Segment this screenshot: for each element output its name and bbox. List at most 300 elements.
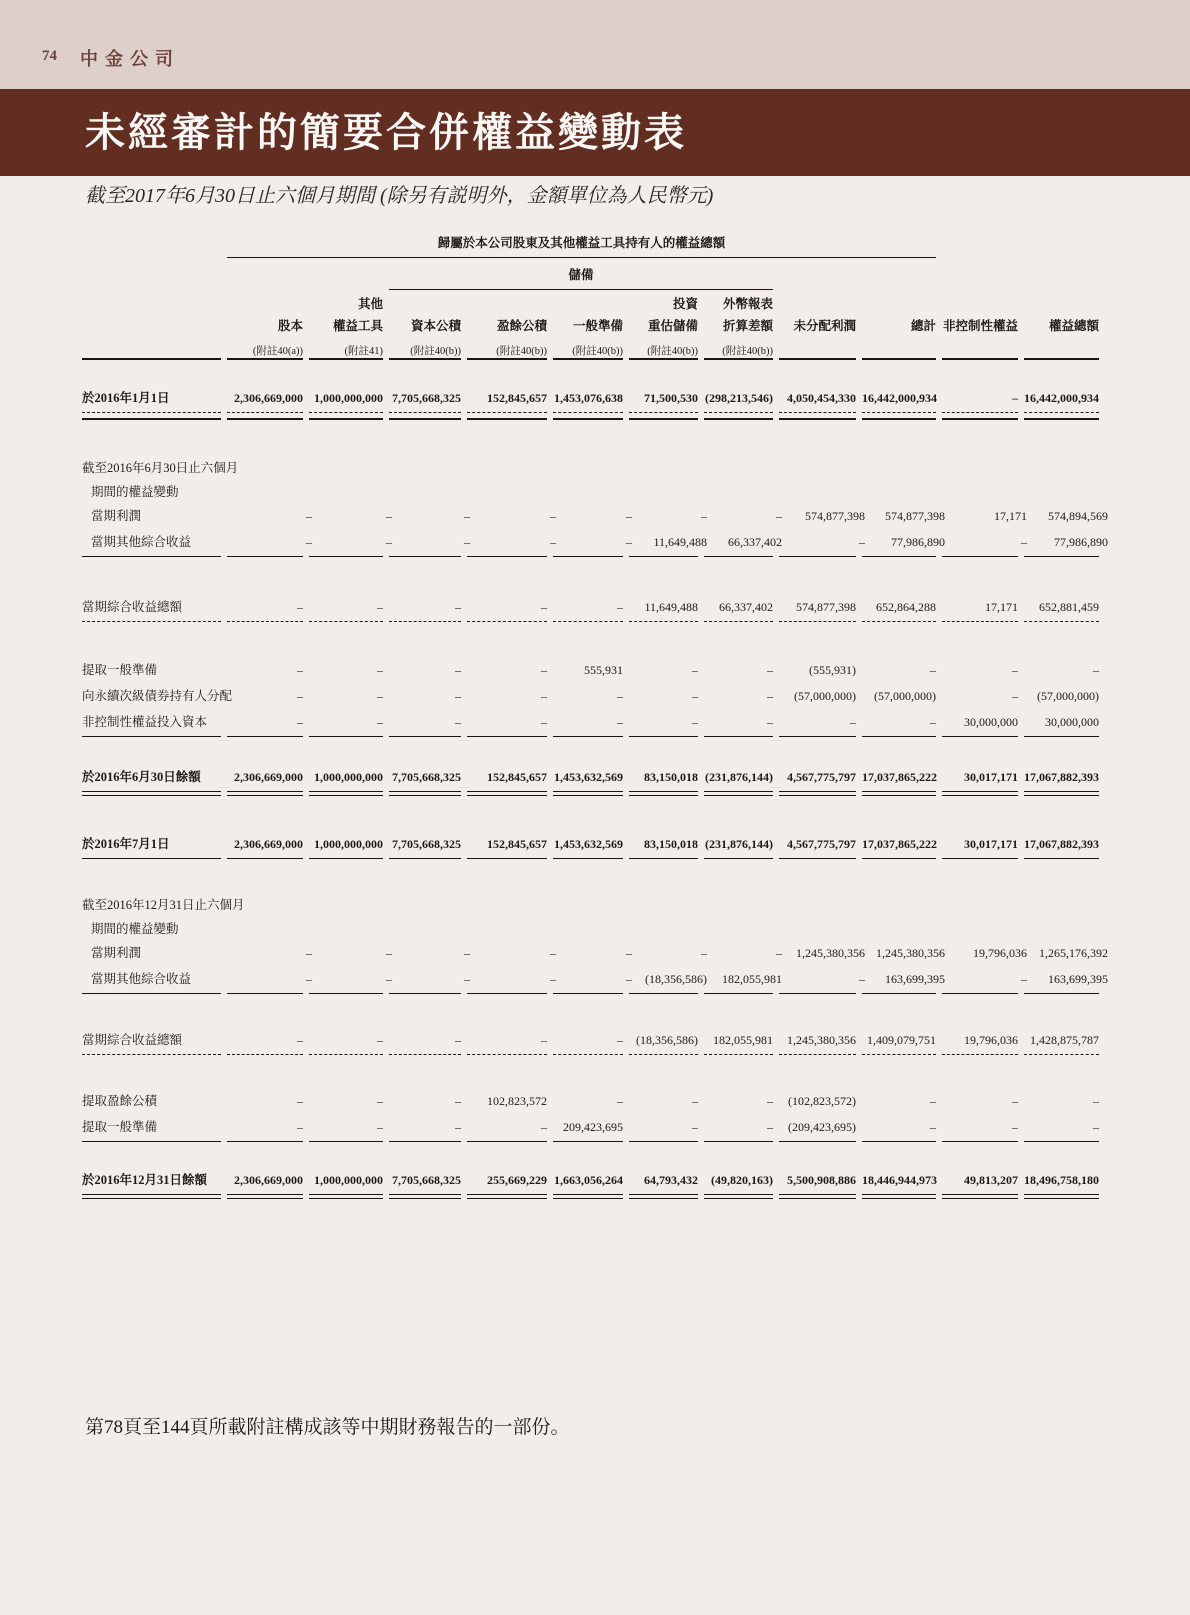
row-spacer	[82, 859, 1112, 893]
cell-value: 1,245,380,356	[787, 1033, 856, 1047]
rule-segment	[309, 1141, 383, 1142]
rule-segment	[862, 556, 936, 557]
rule-segment	[704, 358, 773, 360]
rule-segment	[553, 736, 623, 737]
cell-value: 30,017,171	[964, 770, 1018, 784]
rule-segment	[467, 621, 547, 622]
rule-segment	[942, 1194, 1018, 1199]
cell-value: –	[377, 1120, 383, 1134]
table-rule	[82, 791, 1112, 796]
cell-value: –	[306, 972, 312, 986]
cell-value: 1,453,076,638	[554, 391, 623, 405]
cell-value: 16,442,000,934	[862, 391, 937, 405]
cell-value: 152,845,657	[487, 770, 547, 784]
column-header-cell: 股本	[277, 319, 303, 333]
row-label: 截至2016年12月31日止六個月	[82, 898, 245, 912]
cell-value: –	[297, 600, 303, 614]
cell-value: –	[541, 600, 547, 614]
table-rule	[82, 412, 1112, 420]
cell-value: –	[1093, 663, 1099, 677]
rule-segment	[82, 1194, 221, 1199]
column-header-cell: 重估儲備	[647, 319, 698, 333]
rule-segment	[779, 791, 856, 796]
rule-segment	[309, 1054, 383, 1055]
cell-value: –	[776, 946, 782, 960]
row-spacer	[82, 1142, 1112, 1168]
table-row	[82, 710, 1112, 736]
rule-segment	[309, 993, 383, 994]
rule-segment	[704, 993, 773, 994]
page-header-band	[0, 0, 1190, 89]
cell-value: –	[297, 1033, 303, 1047]
rule-segment	[779, 556, 856, 557]
cell-value: 71,500,530	[644, 391, 698, 405]
cell-value: 4,567,775,797	[787, 837, 856, 851]
cell-value: 152,845,657	[487, 391, 547, 405]
rule-segment	[227, 358, 303, 360]
table-row	[82, 504, 1112, 530]
cell-value: 2,306,669,000	[234, 391, 303, 405]
cell-value: –	[776, 509, 782, 523]
cell-value: 17,067,882,393	[1024, 770, 1099, 784]
rule-segment	[629, 412, 698, 420]
cell-value: –	[930, 715, 936, 729]
rule-segment	[309, 1194, 383, 1199]
cell-value: –	[541, 1120, 547, 1134]
rule-segment	[779, 858, 856, 859]
cell-value: 4,567,775,797	[787, 770, 856, 784]
cell-value: 17,171	[985, 600, 1018, 614]
rule-segment	[779, 412, 856, 420]
rule-segment	[779, 1194, 856, 1199]
cell-value: 1,453,632,569	[554, 770, 623, 784]
cell-value: –	[767, 1094, 773, 1108]
rule-segment	[1024, 412, 1099, 420]
cell-value: –	[617, 1094, 623, 1108]
cell-value: –	[377, 689, 383, 703]
table-row	[82, 1115, 1112, 1141]
rule-segment	[389, 858, 461, 859]
rule-segment	[779, 1141, 856, 1142]
cell-value: 1,428,875,787	[1030, 1033, 1099, 1047]
cell-value: –	[1021, 535, 1027, 549]
rule-segment	[704, 621, 773, 622]
rule-segment	[862, 736, 936, 737]
cell-value: 66,337,402	[728, 535, 782, 549]
title-banner	[0, 89, 1190, 176]
rule-segment	[389, 621, 461, 622]
cell-value: –	[464, 972, 470, 986]
rule-segment	[779, 358, 856, 360]
rule-segment	[389, 993, 461, 994]
cell-value: 255,669,229	[487, 1173, 547, 1187]
table-rule	[82, 858, 1112, 859]
rule-segment	[1024, 1054, 1099, 1055]
column-header-cell: 投資	[672, 297, 698, 311]
row-spacer	[82, 796, 1112, 832]
cell-value: (102,823,572)	[788, 1094, 856, 1108]
rule-segment	[862, 621, 936, 622]
rule-segment	[389, 412, 461, 420]
notes-reference: 第78頁至144頁所載附註構成該等中期財務報告的一部份。	[85, 1417, 570, 1438]
rule-segment	[309, 736, 383, 737]
rule-segment	[1024, 791, 1099, 796]
rule-segment	[862, 1141, 936, 1142]
cell-value: 30,000,000	[964, 715, 1018, 729]
table-row	[82, 595, 1112, 621]
cell-value: 1,000,000,000	[314, 837, 383, 851]
cell-value: –	[550, 535, 556, 549]
cell-value: –	[297, 689, 303, 703]
rule-segment	[82, 858, 221, 859]
table-section-row	[82, 456, 1112, 480]
table-reserves-header-row	[82, 258, 1112, 290]
rule-segment	[389, 358, 461, 360]
cell-value: 64,793,432	[644, 1173, 698, 1187]
cell-value: –	[1012, 1094, 1018, 1108]
rule-segment	[1024, 993, 1099, 994]
rule-segment	[309, 791, 383, 796]
report-subtitle: 截至2017年6月30日止六個月期間 (除另有説明外，金額單位為人民幣元)	[85, 185, 714, 207]
table-row	[82, 386, 1112, 412]
column-header-cell: 權益總額	[1048, 319, 1099, 333]
cell-value: –	[550, 946, 556, 960]
cell-value: –	[377, 715, 383, 729]
cell-value: –	[626, 535, 632, 549]
row-label: 提取一般準備	[82, 663, 158, 677]
rule-segment	[467, 736, 547, 737]
rule-segment	[779, 1054, 856, 1055]
rule-segment	[467, 1141, 547, 1142]
row-spacer	[82, 737, 1112, 765]
rule-segment	[942, 736, 1018, 737]
cell-value: 5,500,908,886	[787, 1173, 856, 1187]
column-header-cell: (附註40(a))	[252, 346, 303, 357]
page-title: 未經審計的簡要合併權益變動表	[85, 110, 687, 155]
cell-value: (57,000,000)	[794, 689, 856, 703]
rule-segment	[553, 1194, 623, 1199]
cell-value: –	[617, 1033, 623, 1047]
rule-segment	[942, 556, 1018, 557]
cell-value: 1,453,632,569	[554, 837, 623, 851]
rule-segment	[862, 791, 936, 796]
column-header-line1	[82, 290, 1112, 312]
cell-value: –	[377, 600, 383, 614]
rule-segment	[1024, 858, 1099, 859]
rule-segment	[389, 736, 461, 737]
cell-value: –	[297, 1094, 303, 1108]
cell-value: 1,000,000,000	[314, 391, 383, 405]
cell-value: –	[767, 715, 773, 729]
row-label: 於2016年1月1日	[82, 391, 170, 405]
table-row	[82, 941, 1112, 967]
row-spacer	[82, 360, 1112, 386]
cell-value: –	[859, 972, 865, 986]
table-row	[82, 832, 1112, 858]
cell-value: 574,894,569	[1048, 509, 1108, 523]
rule-segment	[467, 556, 547, 557]
row-label: 於2016年7月1日	[82, 837, 170, 851]
rule-segment	[389, 1194, 461, 1199]
cell-value: 555,931	[584, 663, 623, 677]
cell-value: –	[1093, 1094, 1099, 1108]
row-label: 非控制性權益投入資本	[82, 715, 208, 729]
cell-value: 1,265,176,392	[1039, 946, 1108, 960]
cell-value: 1,000,000,000	[314, 1173, 383, 1187]
rule-segment	[227, 556, 303, 557]
rule-segment	[82, 1054, 221, 1055]
cell-value: –	[767, 663, 773, 677]
cell-value: –	[541, 715, 547, 729]
cell-value: 152,845,657	[487, 837, 547, 851]
cell-value: 163,699,395	[885, 972, 945, 986]
rule-segment	[1024, 556, 1099, 557]
rule-segment	[862, 858, 936, 859]
cell-value: 77,986,890	[1054, 535, 1108, 549]
row-spacer	[82, 420, 1112, 456]
cell-value: 49,813,207	[964, 1173, 1018, 1187]
rule-segment	[553, 556, 623, 557]
table-group-header-row	[82, 228, 1112, 258]
cell-value: (298,213,546)	[705, 391, 773, 405]
cell-value: –	[464, 535, 470, 549]
cell-value: 2,306,669,000	[234, 1173, 303, 1187]
rule-segment	[553, 1054, 623, 1055]
rule-segment	[82, 556, 221, 557]
cell-value: (57,000,000)	[874, 689, 936, 703]
cell-value: –	[377, 1094, 383, 1108]
cell-value: 83,150,018	[644, 770, 698, 784]
cell-value: –	[692, 1094, 698, 1108]
cell-value: 11,649,488	[653, 535, 707, 549]
table-rule	[82, 993, 1112, 994]
cell-value: –	[550, 509, 556, 523]
cell-value: (18,356,586)	[636, 1033, 698, 1047]
company-name: 中金公司	[80, 49, 180, 69]
cell-value: 182,055,981	[722, 972, 782, 986]
rule-segment	[862, 412, 936, 420]
rule-segment	[227, 791, 303, 796]
cell-value: (57,000,000)	[1037, 689, 1099, 703]
table-row	[82, 530, 1112, 556]
cell-value: 163,699,395	[1048, 972, 1108, 986]
cell-value: –	[692, 715, 698, 729]
table-row	[82, 1028, 1112, 1054]
table-rule	[82, 1194, 1112, 1199]
table-row	[82, 765, 1112, 791]
rule-segment	[862, 1054, 936, 1055]
column-header-cell: (附註40(b))	[496, 346, 547, 357]
cell-value: –	[455, 600, 461, 614]
cell-value: –	[541, 663, 547, 677]
rule-segment	[779, 621, 856, 622]
cell-value: –	[306, 535, 312, 549]
cell-value: 652,881,459	[1039, 600, 1099, 614]
row-label: 期間的權益變動	[91, 485, 179, 499]
cell-value: –	[297, 715, 303, 729]
cell-value: –	[626, 972, 632, 986]
rule-segment	[942, 412, 1018, 420]
cell-value: 66,337,402	[719, 600, 773, 614]
row-label: 於2016年6月30日餘額	[82, 770, 201, 784]
cell-value: 17,067,882,393	[1024, 837, 1099, 851]
rule-segment	[942, 621, 1018, 622]
cell-value: –	[455, 715, 461, 729]
table-rule	[82, 358, 1112, 360]
table-row	[82, 1168, 1112, 1194]
row-spacer	[82, 622, 1112, 658]
rule-segment	[704, 736, 773, 737]
column-header-cell: 資本公積	[410, 319, 461, 333]
cell-value: –	[1093, 1120, 1099, 1134]
rule-segment	[227, 412, 303, 420]
rule-segment	[82, 358, 221, 360]
rule-segment	[779, 993, 856, 994]
cell-value: –	[386, 535, 392, 549]
cell-value: 574,877,398	[796, 600, 856, 614]
rule-segment	[629, 358, 698, 360]
cell-value: –	[386, 946, 392, 960]
cell-value: 102,823,572	[487, 1094, 547, 1108]
column-header-cell: (附註40(b))	[647, 346, 698, 357]
row-label: 當期利潤	[91, 509, 142, 523]
cell-value: 17,037,865,222	[862, 770, 937, 784]
rule-segment	[553, 412, 623, 420]
column-header-cell: (附註40(b))	[722, 346, 773, 357]
rule-segment	[309, 858, 383, 859]
rule-segment	[629, 556, 698, 557]
cell-value: –	[617, 715, 623, 729]
rule-segment	[309, 556, 383, 557]
cell-value: 209,423,695	[563, 1120, 623, 1134]
cell-value: –	[617, 600, 623, 614]
rule-segment	[389, 556, 461, 557]
row-label: 向永續次級債券持有人分配	[82, 689, 233, 703]
cell-value: –	[692, 663, 698, 677]
cell-value: (231,876,144)	[705, 770, 773, 784]
rule-segment	[227, 621, 303, 622]
group-header: 歸屬於本公司股東及其他權益工具持有人的權益總額	[227, 233, 936, 258]
rule-segment	[629, 621, 698, 622]
cell-value: –	[464, 946, 470, 960]
table-rule	[82, 556, 1112, 557]
rule-segment	[82, 1141, 221, 1142]
cell-value: 1,409,079,751	[867, 1033, 936, 1047]
cell-value: 17,037,865,222	[862, 837, 937, 851]
column-header-line2	[82, 312, 1112, 334]
cell-value: –	[930, 1094, 936, 1108]
cell-value: (555,931)	[809, 663, 856, 677]
row-spacer	[82, 557, 1112, 595]
cell-value: 7,705,668,325	[392, 770, 461, 784]
rule-segment	[704, 1054, 773, 1055]
rule-segment	[629, 1194, 698, 1199]
rule-segment	[82, 791, 221, 796]
cell-value: –	[386, 972, 392, 986]
rule-segment	[704, 791, 773, 796]
row-spacer	[82, 1055, 1112, 1089]
cell-value: –	[626, 509, 632, 523]
rule-segment	[629, 791, 698, 796]
rule-segment	[629, 1054, 698, 1055]
cell-value: 18,496,758,180	[1024, 1173, 1099, 1187]
cell-value: –	[550, 972, 556, 986]
cell-value: –	[1021, 972, 1027, 986]
rule-segment	[467, 858, 547, 859]
cell-value: –	[1012, 663, 1018, 677]
rule-segment	[704, 556, 773, 557]
table-section-row	[82, 480, 1112, 504]
cell-value: –	[859, 535, 865, 549]
cell-value: –	[692, 689, 698, 703]
rule-segment	[467, 1054, 547, 1055]
rule-segment	[862, 1194, 936, 1199]
cell-value: 16,442,000,934	[1024, 391, 1099, 405]
cell-value: 182,055,981	[713, 1033, 773, 1047]
cell-value: –	[297, 1120, 303, 1134]
cell-value: –	[455, 1094, 461, 1108]
cell-value: 652,864,288	[876, 600, 936, 614]
row-label: 期間的權益變動	[91, 922, 179, 936]
rule-segment	[467, 358, 547, 360]
cell-value: –	[850, 715, 856, 729]
cell-value: –	[701, 946, 707, 960]
cell-value: 7,705,668,325	[392, 837, 461, 851]
cell-value: –	[541, 689, 547, 703]
column-header-cell: 非控制性權益	[942, 319, 1018, 333]
column-header-note	[82, 334, 1112, 358]
table-rule	[82, 621, 1112, 622]
rule-segment	[1024, 736, 1099, 737]
cell-value: –	[701, 509, 707, 523]
cell-value: 1,000,000,000	[314, 770, 383, 784]
row-spacer	[82, 994, 1112, 1028]
cell-value: 77,986,890	[891, 535, 945, 549]
cell-value: –	[541, 1033, 547, 1047]
table-row	[82, 684, 1112, 710]
rule-segment	[309, 621, 383, 622]
cell-value: 30,017,171	[964, 837, 1018, 851]
cell-value: –	[930, 1120, 936, 1134]
rule-segment	[467, 993, 547, 994]
cell-value: –	[306, 946, 312, 960]
cell-value: 7,705,668,325	[392, 391, 461, 405]
table-section-row	[82, 917, 1112, 941]
reserves-header: 儲備	[389, 265, 773, 290]
row-label: 當期綜合收益總額	[82, 1033, 183, 1047]
table-section-row	[82, 893, 1112, 917]
rule-segment	[629, 993, 698, 994]
cell-value: –	[377, 1033, 383, 1047]
rule-segment	[82, 993, 221, 994]
row-label: 提取盈餘公積	[82, 1094, 158, 1108]
rule-segment	[553, 858, 623, 859]
cell-value: (18,356,586)	[645, 972, 707, 986]
cell-value: 11,649,488	[644, 600, 698, 614]
column-header-cell: 總計	[910, 319, 936, 333]
rule-segment	[1024, 1141, 1099, 1142]
cell-value: –	[297, 663, 303, 677]
rule-segment	[467, 412, 547, 420]
cell-value: –	[1012, 1120, 1018, 1134]
cell-value: 1,663,056,264	[554, 1173, 623, 1187]
cell-value: –	[306, 509, 312, 523]
cell-value: 19,796,036	[964, 1033, 1018, 1047]
column-header-cell: 折算差額	[722, 319, 773, 333]
rule-segment	[227, 858, 303, 859]
cell-value: 4,050,454,330	[787, 391, 856, 405]
rule-segment	[704, 858, 773, 859]
